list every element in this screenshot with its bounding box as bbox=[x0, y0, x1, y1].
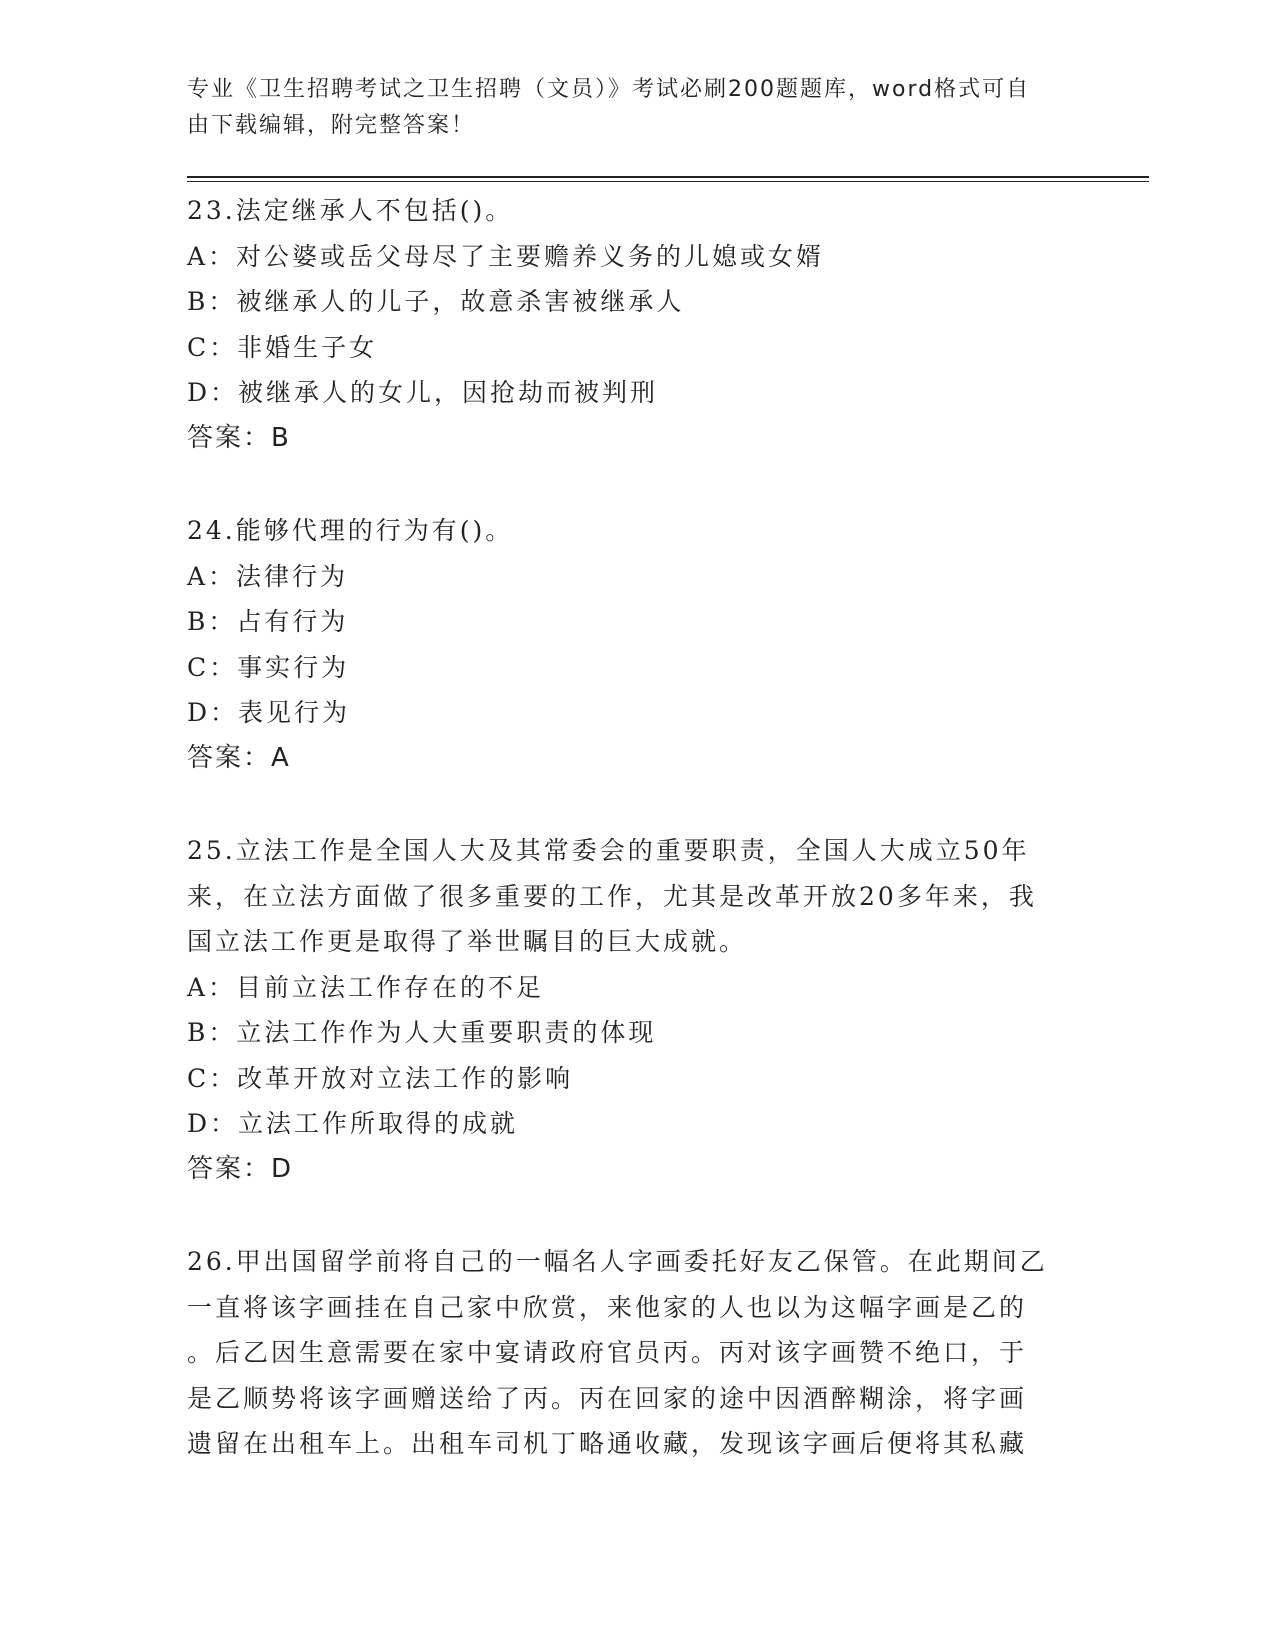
option-d: D：表见行为 bbox=[187, 698, 351, 727]
question-stem-line-2: 一直将该字画挂在自己家中欣赏，来他家的人也以为这幅字画是乙的 bbox=[187, 1292, 1028, 1322]
question-stem: 23.法定继承人不包括()。 bbox=[187, 196, 514, 225]
question-stem-line-3: 国立法工作更是取得了举世瞩目的巨大成就。 bbox=[187, 927, 748, 956]
option-b: B：占有行为 bbox=[187, 607, 349, 636]
answer-line: 答案：A bbox=[187, 742, 291, 773]
option-b: B：立法工作作为人大重要职责的体现 bbox=[187, 1018, 657, 1047]
header-divider-thin bbox=[187, 181, 1149, 182]
question-stem-line-3: 。后乙因生意需要在家中宴请政府官员丙。丙对该字画赞不绝口，于 bbox=[187, 1338, 1028, 1367]
question-stem-line-1: 25.立法工作是全国人大及其常委会的重要职责，全国人大成立50年 bbox=[187, 836, 1030, 865]
document-header bbox=[187, 72, 1067, 144]
option-c: C：改革开放对立法工作的影响 bbox=[187, 1063, 574, 1093]
option-d: D：被继承人的女儿，因抢劫而被判刑 bbox=[187, 378, 659, 407]
header-divider-thick bbox=[187, 176, 1149, 178]
question-stem: 24.能够代理的行为有()。 bbox=[187, 516, 514, 545]
option-c: C：事实行为 bbox=[187, 652, 350, 682]
header-line-2: 由下载编辑，附完整答案！ bbox=[187, 113, 476, 138]
question-26 bbox=[187, 1239, 1077, 1467]
question-stem-line-2: 来，在立法方面做了很多重要的工作，尤其是改革开放20多年来，我 bbox=[187, 881, 1037, 911]
answer-line: 答案：D bbox=[187, 1153, 294, 1184]
option-a: A：目前立法工作存在的不足 bbox=[187, 972, 545, 1002]
option-a: A：对公婆或岳父母尽了主要赡养义务的儿媳或女婿 bbox=[187, 241, 825, 271]
question-stem-line-4: 是乙顺势将该字画赠送给了丙。丙在回家的途中因酒醉糊涂，将字画 bbox=[187, 1383, 1028, 1413]
question-24 bbox=[187, 508, 1077, 781]
question-23 bbox=[187, 188, 1077, 461]
question-25 bbox=[187, 828, 1077, 1192]
question-stem-line-1: 26.甲出国留学前将自己的一幅名人字画委托好友乙保管。在此期间乙 bbox=[187, 1247, 1048, 1276]
option-a: A：法律行为 bbox=[187, 561, 349, 591]
option-b: B：被继承人的儿子，故意杀害被继承人 bbox=[187, 287, 685, 316]
answer-line: 答案：B bbox=[187, 422, 291, 453]
option-c: C：非婚生子女 bbox=[187, 332, 378, 362]
option-d: D：立法工作所取得的成就 bbox=[187, 1109, 519, 1138]
header-line-1: 专业《卫生招聘考试之卫生招聘（文员）》考试必刷200题题库，word格式可自 bbox=[187, 77, 1031, 102]
question-list bbox=[187, 188, 1077, 1514]
question-stem-line-5: 遗留在出租车上。出租车司机丁略通收藏，发现该字画后便将其私藏 bbox=[187, 1429, 1028, 1458]
